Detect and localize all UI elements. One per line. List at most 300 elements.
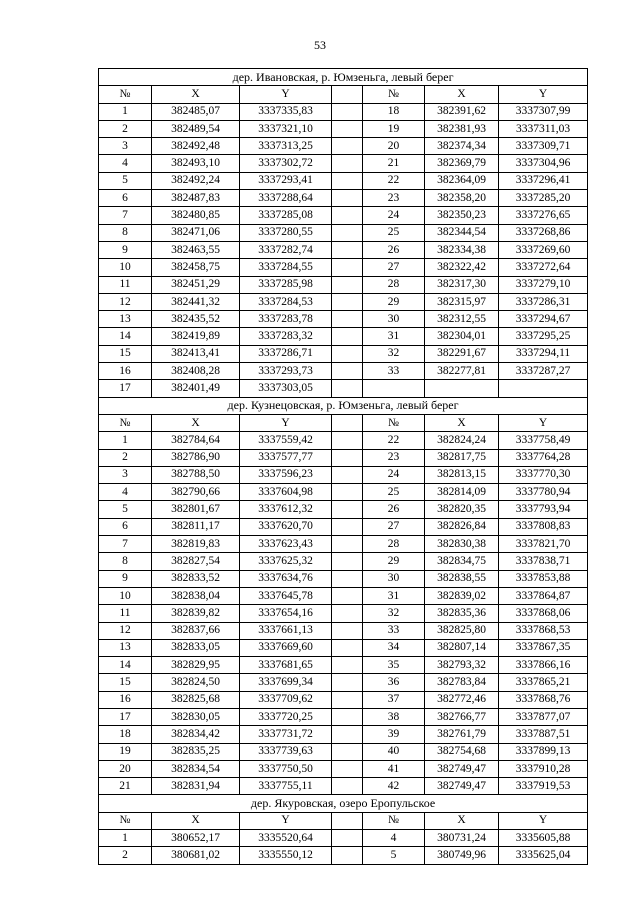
table-row (99, 674, 588, 691)
x-coordinate: 382830,38 (425, 536, 499, 553)
point-number: 38 (363, 708, 425, 725)
y-coordinate: 3337285,08 (240, 207, 332, 224)
point-number: 10 (99, 259, 152, 276)
x-coordinate: 382839,82 (152, 605, 240, 622)
point-number: 13 (99, 311, 152, 328)
table-row (99, 155, 588, 172)
x-coordinate: 380749,96 (425, 847, 499, 864)
point-number: 1 (99, 432, 152, 449)
separator-cell (332, 760, 363, 777)
x-coordinate: 382334,38 (425, 241, 499, 258)
table-row (99, 172, 588, 189)
header-num: № (99, 86, 152, 103)
y-coordinate: 3335605,88 (499, 830, 588, 847)
section-title: дер. Кузнецовская, р. Юмзеньга, левый берег (99, 397, 588, 414)
y-coordinate: 3337867,35 (499, 639, 588, 656)
separator-cell (332, 380, 363, 397)
y-coordinate: 3337287,27 (499, 363, 588, 380)
y-coordinate: 3337295,25 (499, 328, 588, 345)
point-number: 14 (99, 657, 152, 674)
y-coordinate: 3337868,53 (499, 622, 588, 639)
x-coordinate: 382408,28 (152, 363, 240, 380)
separator-cell (332, 86, 363, 103)
point-number: 42 (363, 778, 425, 795)
y-coordinate: 3337877,07 (499, 708, 588, 725)
separator-cell (332, 518, 363, 535)
header-x: X (425, 414, 499, 431)
y-coordinate: 3337282,74 (240, 241, 332, 258)
point-number: 36 (363, 674, 425, 691)
x-coordinate: 382315,97 (425, 293, 499, 310)
y-coordinate: 3337864,87 (499, 587, 588, 604)
separator-cell (332, 293, 363, 310)
point-number: 19 (99, 743, 152, 760)
y-coordinate: 3337293,73 (240, 363, 332, 380)
y-coordinate: 3335520,64 (240, 830, 332, 847)
table-row (99, 622, 588, 639)
y-coordinate: 3337335,83 (240, 103, 332, 120)
x-coordinate: 382837,66 (152, 622, 240, 639)
y-coordinate: 3337285,98 (240, 276, 332, 293)
header-num: № (363, 86, 425, 103)
x-coordinate: 382817,75 (425, 449, 499, 466)
table-row (99, 449, 588, 466)
separator-cell (332, 812, 363, 829)
y-coordinate: 3337559,42 (240, 432, 332, 449)
point-number (363, 380, 425, 397)
section-title: дер. Якуровская, озеро Еропульское (99, 795, 588, 812)
x-coordinate: 382813,15 (425, 466, 499, 483)
point-number: 35 (363, 657, 425, 674)
separator-cell (332, 345, 363, 362)
point-number: 30 (363, 311, 425, 328)
point-number: 7 (99, 207, 152, 224)
header-y: Y (499, 86, 588, 103)
point-number: 21 (99, 778, 152, 795)
section-title-row (99, 69, 588, 86)
table-row (99, 743, 588, 760)
separator-cell (332, 207, 363, 224)
y-coordinate (499, 380, 588, 397)
y-coordinate: 3337283,78 (240, 311, 332, 328)
table-row (99, 207, 588, 224)
separator-cell (332, 155, 363, 172)
x-coordinate: 382391,62 (425, 103, 499, 120)
table-row (99, 224, 588, 241)
point-number: 26 (363, 241, 425, 258)
table-row (99, 345, 588, 362)
point-number: 25 (363, 484, 425, 501)
header-row (99, 414, 588, 431)
y-coordinate: 3337758,49 (499, 432, 588, 449)
point-number: 41 (363, 760, 425, 777)
table-row (99, 432, 588, 449)
x-coordinate: 382835,36 (425, 605, 499, 622)
x-coordinate: 382788,50 (152, 466, 240, 483)
point-number: 12 (99, 293, 152, 310)
separator-cell (332, 743, 363, 760)
header-row (99, 86, 588, 103)
y-coordinate: 3335550,12 (240, 847, 332, 864)
separator-cell (332, 224, 363, 241)
point-number: 9 (99, 570, 152, 587)
section-title: дер. Ивановская, р. Юмзеньга, левый берег (99, 69, 588, 86)
x-coordinate: 382772,46 (425, 691, 499, 708)
y-coordinate: 3337808,83 (499, 518, 588, 535)
point-number: 18 (363, 103, 425, 120)
x-coordinate: 382824,24 (425, 432, 499, 449)
point-number: 3 (99, 466, 152, 483)
point-number: 16 (99, 363, 152, 380)
y-coordinate: 3337739,63 (240, 743, 332, 760)
point-number: 2 (99, 120, 152, 137)
point-number: 27 (363, 518, 425, 535)
x-coordinate: 382784,64 (152, 432, 240, 449)
x-coordinate: 382322,42 (425, 259, 499, 276)
point-number: 17 (99, 380, 152, 397)
point-number: 23 (363, 190, 425, 207)
x-coordinate: 382458,75 (152, 259, 240, 276)
point-number: 22 (363, 172, 425, 189)
separator-cell (332, 657, 363, 674)
header-x: X (425, 86, 499, 103)
separator-cell (332, 726, 363, 743)
point-number: 24 (363, 207, 425, 224)
x-coordinate: 382369,79 (425, 155, 499, 172)
separator-cell (332, 484, 363, 501)
point-number: 37 (363, 691, 425, 708)
point-number: 28 (363, 536, 425, 553)
x-coordinate: 382834,75 (425, 553, 499, 570)
y-coordinate: 3337661,13 (240, 622, 332, 639)
point-number: 4 (99, 155, 152, 172)
header-y: Y (499, 812, 588, 829)
x-coordinate: 382492,48 (152, 138, 240, 155)
x-coordinate (425, 380, 499, 397)
x-coordinate: 382833,05 (152, 639, 240, 656)
y-coordinate: 3337294,67 (499, 311, 588, 328)
x-coordinate: 382801,67 (152, 501, 240, 518)
header-y: Y (240, 414, 332, 431)
x-coordinate: 382838,55 (425, 570, 499, 587)
x-coordinate: 382790,66 (152, 484, 240, 501)
header-x: X (425, 812, 499, 829)
point-number: 31 (363, 587, 425, 604)
table-row (99, 726, 588, 743)
table-row (99, 708, 588, 725)
y-coordinate: 3337313,25 (240, 138, 332, 155)
coordinates-table (98, 68, 588, 865)
separator-cell (332, 587, 363, 604)
table-row (99, 691, 588, 708)
point-number: 12 (99, 622, 152, 639)
table-row (99, 760, 588, 777)
x-coordinate: 382831,94 (152, 778, 240, 795)
table-row (99, 311, 588, 328)
x-coordinate: 382833,52 (152, 570, 240, 587)
x-coordinate: 382754,68 (425, 743, 499, 760)
table-row (99, 363, 588, 380)
y-coordinate: 3335625,04 (499, 847, 588, 864)
y-coordinate: 3337321,10 (240, 120, 332, 137)
y-coordinate: 3337272,64 (499, 259, 588, 276)
separator-cell (332, 432, 363, 449)
y-coordinate: 3337279,10 (499, 276, 588, 293)
point-number: 28 (363, 276, 425, 293)
x-coordinate: 382413,41 (152, 345, 240, 362)
point-number: 9 (99, 241, 152, 258)
y-coordinate: 3337309,71 (499, 138, 588, 155)
separator-cell (332, 414, 363, 431)
x-coordinate: 382824,50 (152, 674, 240, 691)
x-coordinate: 382814,09 (425, 484, 499, 501)
table-row (99, 605, 588, 622)
x-coordinate: 382827,54 (152, 553, 240, 570)
x-coordinate: 382312,55 (425, 311, 499, 328)
y-coordinate: 3337853,88 (499, 570, 588, 587)
x-coordinate: 382364,09 (425, 172, 499, 189)
y-coordinate: 3337293,41 (240, 172, 332, 189)
y-coordinate: 3337770,30 (499, 466, 588, 483)
x-coordinate: 382358,20 (425, 190, 499, 207)
point-number: 21 (363, 155, 425, 172)
x-coordinate: 382749,47 (425, 778, 499, 795)
point-number: 2 (99, 847, 152, 864)
point-number: 17 (99, 708, 152, 725)
point-number: 4 (363, 830, 425, 847)
table-row (99, 190, 588, 207)
y-coordinate: 3337755,11 (240, 778, 332, 795)
x-coordinate: 382401,49 (152, 380, 240, 397)
x-coordinate: 382834,54 (152, 760, 240, 777)
x-coordinate: 382819,83 (152, 536, 240, 553)
y-coordinate: 3337866,16 (499, 657, 588, 674)
y-coordinate: 3337910,28 (499, 760, 588, 777)
point-number: 1 (99, 830, 152, 847)
separator-cell (332, 570, 363, 587)
table-row (99, 518, 588, 535)
y-coordinate: 3337604,98 (240, 484, 332, 501)
x-coordinate: 382811,17 (152, 518, 240, 535)
x-coordinate: 382463,55 (152, 241, 240, 258)
point-number: 14 (99, 328, 152, 345)
y-coordinate: 3337793,94 (499, 501, 588, 518)
x-coordinate: 382826,84 (425, 518, 499, 535)
y-coordinate: 3337285,20 (499, 190, 588, 207)
x-coordinate: 382793,32 (425, 657, 499, 674)
section-title-row (99, 795, 588, 812)
x-coordinate: 382820,35 (425, 501, 499, 518)
page-number: 53 (314, 38, 326, 52)
point-number: 20 (99, 760, 152, 777)
x-coordinate: 382835,25 (152, 743, 240, 760)
table-row (99, 293, 588, 310)
point-number: 29 (363, 553, 425, 570)
separator-cell (332, 622, 363, 639)
separator-cell (332, 778, 363, 795)
x-coordinate: 382807,14 (425, 639, 499, 656)
x-coordinate: 380681,02 (152, 847, 240, 864)
separator-cell (332, 241, 363, 258)
point-number: 15 (99, 674, 152, 691)
table-row (99, 639, 588, 656)
x-coordinate: 382471,06 (152, 224, 240, 241)
point-number: 3 (99, 138, 152, 155)
y-coordinate: 3337750,50 (240, 760, 332, 777)
point-number: 16 (99, 691, 152, 708)
header-x: X (152, 86, 240, 103)
y-coordinate: 3337596,23 (240, 466, 332, 483)
table-row (99, 830, 588, 847)
x-coordinate: 382825,80 (425, 622, 499, 639)
x-coordinate: 382749,47 (425, 760, 499, 777)
separator-cell (332, 311, 363, 328)
table-row (99, 328, 588, 345)
x-coordinate: 382838,04 (152, 587, 240, 604)
header-num: № (363, 812, 425, 829)
table-row (99, 847, 588, 864)
point-number: 15 (99, 345, 152, 362)
x-coordinate: 382317,30 (425, 276, 499, 293)
x-coordinate: 382829,95 (152, 657, 240, 674)
x-coordinate: 382489,54 (152, 120, 240, 137)
x-coordinate: 382304,01 (425, 328, 499, 345)
table-row (99, 138, 588, 155)
point-number: 10 (99, 587, 152, 604)
point-number: 29 (363, 293, 425, 310)
table-row (99, 466, 588, 483)
y-coordinate: 3337286,71 (240, 345, 332, 362)
point-number: 13 (99, 639, 152, 656)
y-coordinate: 3337269,60 (499, 241, 588, 258)
x-coordinate: 382786,90 (152, 449, 240, 466)
separator-cell (332, 259, 363, 276)
y-coordinate: 3337865,21 (499, 674, 588, 691)
point-number: 40 (363, 743, 425, 760)
x-coordinate: 382485,07 (152, 103, 240, 120)
point-number: 5 (363, 847, 425, 864)
table-row (99, 536, 588, 553)
x-coordinate: 382766,77 (425, 708, 499, 725)
separator-cell (332, 708, 363, 725)
x-coordinate: 382783,84 (425, 674, 499, 691)
x-coordinate: 382761,79 (425, 726, 499, 743)
y-coordinate: 3337764,28 (499, 449, 588, 466)
y-coordinate: 3337899,13 (499, 743, 588, 760)
table-row (99, 570, 588, 587)
table-row (99, 778, 588, 795)
table-row (99, 120, 588, 137)
point-number: 11 (99, 605, 152, 622)
table-row (99, 587, 588, 604)
x-coordinate: 382374,34 (425, 138, 499, 155)
separator-cell (332, 103, 363, 120)
separator-cell (332, 190, 363, 207)
x-coordinate: 382839,02 (425, 587, 499, 604)
x-coordinate: 382451,29 (152, 276, 240, 293)
header-y: Y (240, 86, 332, 103)
separator-cell (332, 847, 363, 864)
y-coordinate: 3337838,71 (499, 553, 588, 570)
y-coordinate: 3337612,32 (240, 501, 332, 518)
separator-cell (332, 553, 363, 570)
separator-cell (332, 466, 363, 483)
x-coordinate: 382381,93 (425, 120, 499, 137)
point-number: 20 (363, 138, 425, 155)
y-coordinate: 3337286,31 (499, 293, 588, 310)
point-number: 8 (99, 553, 152, 570)
separator-cell (332, 172, 363, 189)
point-number: 19 (363, 120, 425, 137)
y-coordinate: 3337709,62 (240, 691, 332, 708)
header-x: X (152, 812, 240, 829)
separator-cell (332, 363, 363, 380)
separator-cell (332, 501, 363, 518)
y-coordinate: 3337681,65 (240, 657, 332, 674)
point-number: 6 (99, 190, 152, 207)
point-number: 24 (363, 466, 425, 483)
separator-cell (332, 639, 363, 656)
x-coordinate: 382350,23 (425, 207, 499, 224)
header-x: X (152, 414, 240, 431)
y-coordinate: 3337868,76 (499, 691, 588, 708)
y-coordinate: 3337887,51 (499, 726, 588, 743)
y-coordinate: 3337780,94 (499, 484, 588, 501)
point-number: 27 (363, 259, 425, 276)
table-row (99, 501, 588, 518)
point-number: 4 (99, 484, 152, 501)
table-row (99, 553, 588, 570)
x-coordinate: 382480,85 (152, 207, 240, 224)
separator-cell (332, 276, 363, 293)
separator-cell (332, 138, 363, 155)
y-coordinate: 3337731,72 (240, 726, 332, 743)
coordinates-table-body (99, 69, 588, 865)
point-number: 32 (363, 605, 425, 622)
point-number: 31 (363, 328, 425, 345)
separator-cell (332, 536, 363, 553)
y-coordinate: 3337280,55 (240, 224, 332, 241)
table-row (99, 241, 588, 258)
x-coordinate: 380731,24 (425, 830, 499, 847)
header-y: Y (499, 414, 588, 431)
point-number: 7 (99, 536, 152, 553)
y-coordinate: 3337634,76 (240, 570, 332, 587)
y-coordinate: 3337625,32 (240, 553, 332, 570)
y-coordinate: 3337276,65 (499, 207, 588, 224)
x-coordinate: 382277,81 (425, 363, 499, 380)
point-number: 25 (363, 224, 425, 241)
point-number: 30 (363, 570, 425, 587)
y-coordinate: 3337283,32 (240, 328, 332, 345)
point-number: 1 (99, 103, 152, 120)
table-row (99, 103, 588, 120)
y-coordinate: 3337284,55 (240, 259, 332, 276)
point-number: 2 (99, 449, 152, 466)
y-coordinate: 3337307,99 (499, 103, 588, 120)
point-number: 33 (363, 622, 425, 639)
point-number: 33 (363, 363, 425, 380)
x-coordinate: 382441,32 (152, 293, 240, 310)
point-number: 39 (363, 726, 425, 743)
table-row (99, 484, 588, 501)
separator-cell (332, 120, 363, 137)
point-number: 32 (363, 345, 425, 362)
point-number: 5 (99, 501, 152, 518)
y-coordinate: 3337302,72 (240, 155, 332, 172)
point-number: 8 (99, 224, 152, 241)
x-coordinate: 382291,67 (425, 345, 499, 362)
